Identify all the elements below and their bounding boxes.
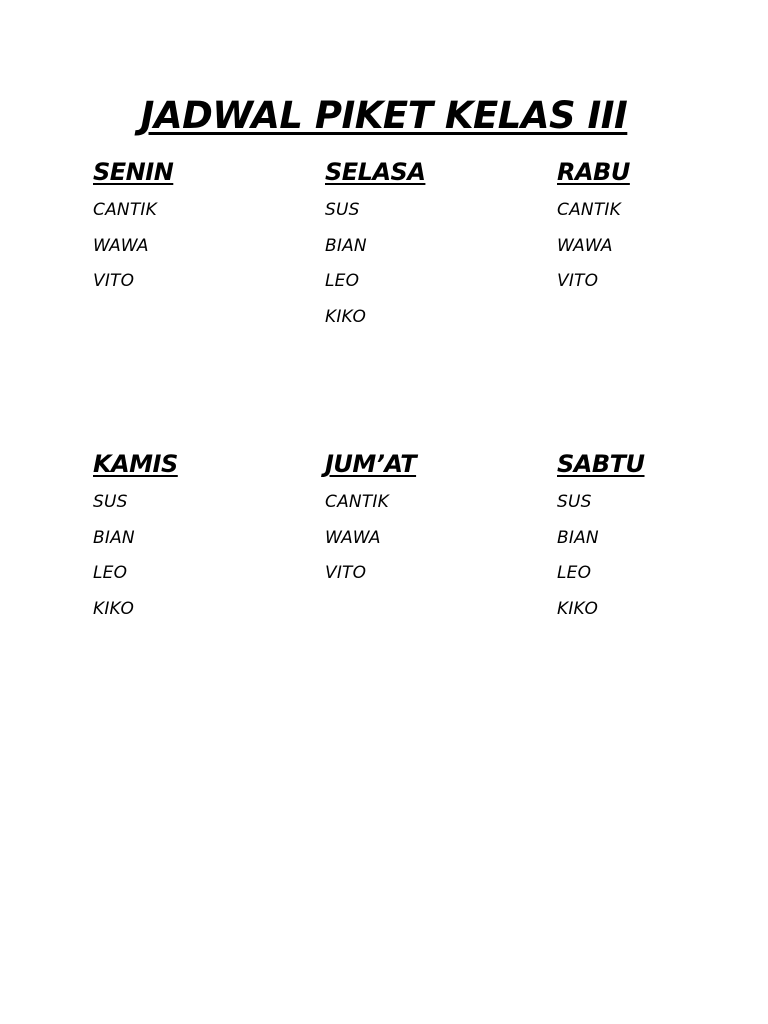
- student-name: SUS: [557, 492, 592, 512]
- day-block-jumat: [325, 449, 525, 592]
- student-name: VITO: [325, 563, 367, 583]
- day-heading: RABU: [557, 158, 630, 186]
- student-name: WAWA: [325, 527, 381, 548]
- student-name: CANTIK: [93, 200, 157, 220]
- day-heading: SABTU: [557, 450, 645, 478]
- day-block-rabu: [557, 157, 757, 300]
- day-heading: KAMIS: [93, 450, 178, 478]
- student-list: [557, 485, 757, 627]
- student-name: VITO: [93, 271, 135, 291]
- day-heading: JUM’AT: [325, 450, 417, 478]
- student-name: SUS: [93, 492, 128, 512]
- student-name: KIKO: [93, 598, 135, 619]
- student-name: CANTIK: [557, 200, 621, 220]
- student-name: KIKO: [557, 598, 599, 619]
- student-list: [93, 485, 293, 627]
- day-block-selasa: [325, 157, 525, 335]
- student-name: BIAN: [325, 235, 367, 256]
- page-title: JADWAL PIKET KELAS III: [140, 94, 628, 137]
- day-block-sabtu: [557, 449, 757, 627]
- student-list: [325, 485, 525, 592]
- student-name: KIKO: [325, 306, 367, 327]
- student-name: SUS: [325, 200, 360, 220]
- day-heading: SENIN: [93, 158, 174, 186]
- student-name: WAWA: [557, 235, 613, 256]
- student-list: [557, 193, 757, 300]
- student-name: BIAN: [557, 527, 599, 548]
- student-name: BIAN: [93, 527, 135, 548]
- student-list: [325, 193, 525, 335]
- student-name: VITO: [557, 271, 599, 291]
- student-name: LEO: [93, 563, 128, 583]
- student-name: WAWA: [93, 235, 149, 256]
- student-list: [93, 193, 293, 300]
- student-name: CANTIK: [325, 492, 389, 512]
- student-name: LEO: [325, 271, 360, 291]
- day-block-senin: [93, 157, 293, 300]
- day-heading: SELASA: [325, 158, 426, 186]
- day-block-kamis: [93, 449, 293, 627]
- student-name: LEO: [557, 563, 592, 583]
